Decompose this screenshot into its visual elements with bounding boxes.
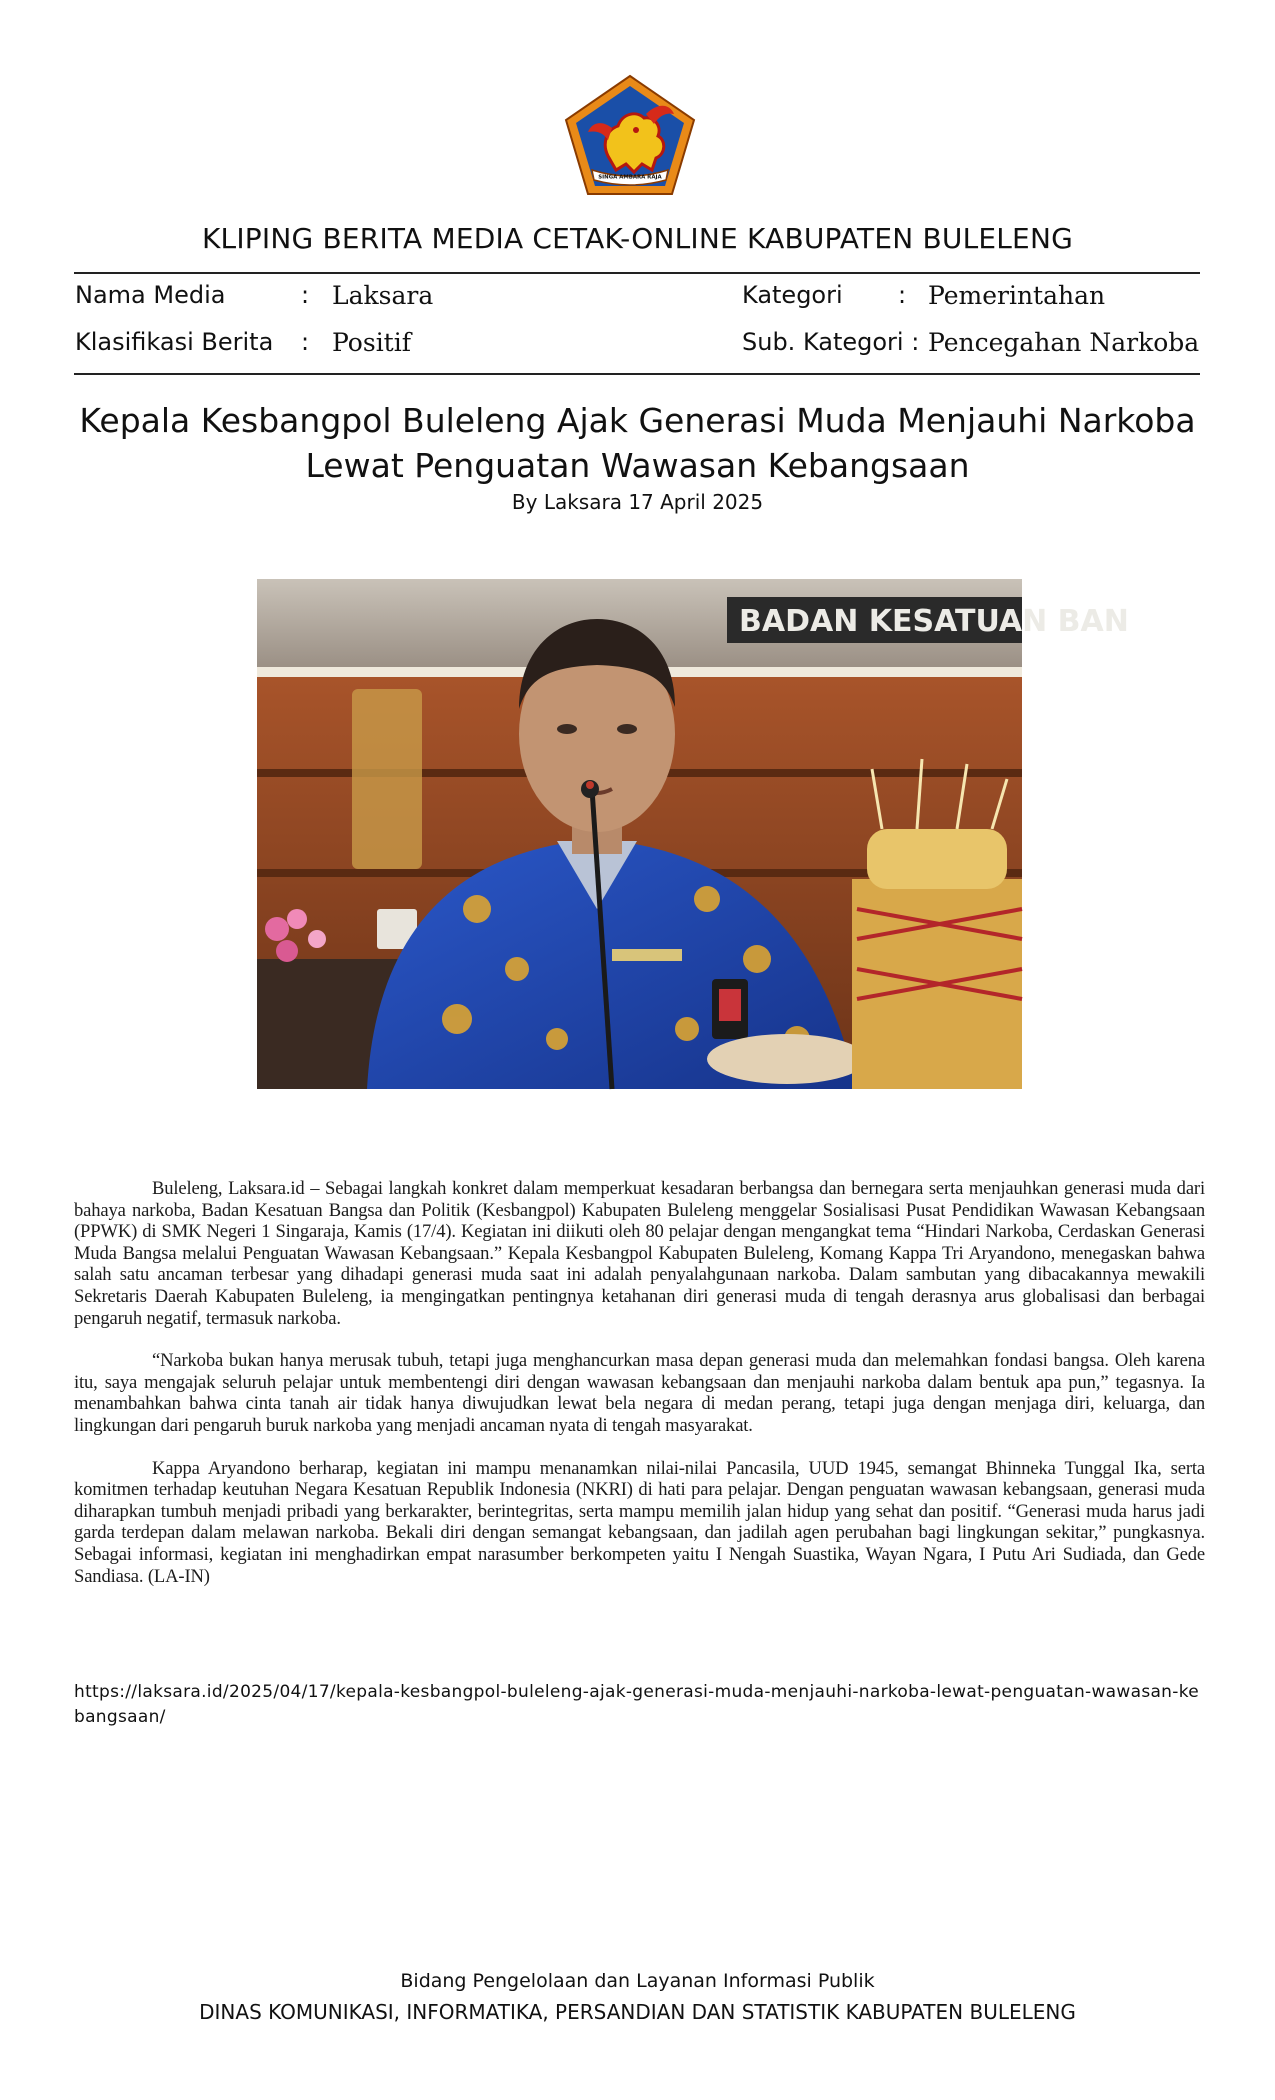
article-byline: By Laksara 17 April 2025: [511, 490, 764, 514]
article-title: Kepala Kesbangpol Buleleng Ajak Generasi Muda Menjauhi Narkoba Lewat Penguatan Wawasan Kebangsaan: [79, 401, 1196, 485]
lion-emblem-icon: [562, 74, 698, 198]
photo-banner-text: BADAN KESATUAN BAN: [739, 604, 1129, 639]
news-classification-colon: :: [301, 328, 310, 356]
article-paragraph: Kappa Aryandono berharap, kegiatan ini mampu menanamkan nilai-nilai Pancasila, UUD 1945, semangat Bhinneka Tunggal Ika, serta komitmen terhadap keutuhan Negara Kesatuan Republik Indonesia (NKRI) di hati para pelajar. Dengan penguatan wawasan kebangsaan, generasi muda diharapkan tumbuh menjadi pribadi yang berkarakter, berintegritas, serta mampu memilih jalan hidup yang sehat dan positif. “Generasi muda harus jadi garda terdepan dalam melawan narkoba. Bekali diri dengan semangat kebangsaan, dan jadilah agen perubahan bagi lingkungan sekitar,” pungkasnya. Sebagai informasi, kegiatan ini menghadirkan empat narasumber berkompeten yaitu I Nengah Suastika, Wayan Ngara, I Putu Ari Sudiada, dan Gede Sandiasa. (LA-IN): [74, 1457, 1205, 1587]
media-name-colon: :: [301, 281, 310, 309]
svg-text:SINGA AMBARA RAJA: SINGA AMBARA RAJA: [598, 174, 662, 181]
news-classification-label: Klasifikasi Berita: [75, 328, 274, 356]
article-paragraph: Buleleng, Laksara.id – Sebagai langkah konkret dalam memperkuat kesadaran berbangsa dan bernegara serta menjauhkan generasi muda dari bahaya narkoba, Badan Kesatuan Bangsa dan Politik (Kesbangpol) Kabupaten Buleleng menggelar Sosialisasi Pusat Pendidikan Wawasan Kebangsaan (PPWK) di SMK Negeri 1 Singaraja, Kamis (17/4). Kegiatan ini diikuti oleh 80 pelajar dengan mengangkat tema “Hindari Narkoba, Cerdaskan Generasi Muda Bangsa melalui Penguatan Wawasan Kebangsaan.” Kepala Kesbangpol Kabupaten Buleleng, Komang Kappa Tri Aryandono, menegaskan bahwa salah satu ancaman terbesar yang dihadapi generasi muda saat ini adalah penyalahgunaan narkoba. Dalam sambutan yang dibacakannya mewakili Sekretaris Daerah Kabupaten Buleleng, ia mengingatkan pentingnya ketahanan diri generasi muda di tengah derasnya arus globalisasi dan berbagai pengaruh negatif, termasuk narkoba.: [74, 1178, 1205, 1329]
media-name-label: Nama Media: [75, 281, 226, 309]
category-value: Pemerintahan: [928, 281, 1106, 310]
article-photo: [257, 579, 1129, 1089]
media-name-value: Laksara: [332, 281, 434, 310]
subcategory-value: Pencegahan Narkoba: [928, 328, 1200, 357]
article-body: [74, 1178, 1205, 1608]
document-header-title: KLIPING BERITA MEDIA CETAK-ONLINE KABUPATEN BULELENG: [201, 222, 1073, 255]
news-classification-value: Positif: [332, 328, 411, 357]
source-link[interactable]: https://laksara.id/2025/04/17/kepala-kesbangpol-buleleng-ajak-generasi-muda-menjauhi-narkoba-lewat-penguatan-wawasan-kebangsaan/: [74, 1682, 1199, 1727]
top-divider: [74, 272, 1200, 274]
bottom-divider: [74, 373, 1200, 375]
category-colon: :: [898, 281, 907, 309]
buleleng-regency-logo: [562, 74, 698, 198]
footer-department: Bidang Pengelolaan dan Layanan Informasi Publik: [400, 1970, 875, 1992]
official-speaking-photo: [257, 579, 1129, 1089]
category-label: Kategori: [742, 281, 843, 309]
article-paragraph: “Narkoba bukan hanya merusak tubuh, tetapi juga menghancurkan masa depan generasi muda dan melemahkan fondasi bangsa. Oleh karena itu, saya mengajak seluruh pelajar untuk membentengi diri dengan wawasan kebangsaan dan menjauhi narkoba dalam bentuk apa pun,” tegasnya. Ia menambahkan bahwa cinta tanah air tidak hanya diwujudkan lewat bela negara di medan perang, tetapi juga dengan menjaga diri, keluarga, dan lingkungan dari pengaruh buruk narkoba yang menjadi ancaman nyata di tengah masyarakat.: [74, 1350, 1205, 1436]
footer-agency: DINAS KOMUNIKASI, INFORMATIKA, PERSANDIAN DAN STATISTIK KABUPATEN BULELENG: [199, 2000, 1076, 2024]
subcategory-label: Sub. Kategori :: [742, 328, 920, 356]
